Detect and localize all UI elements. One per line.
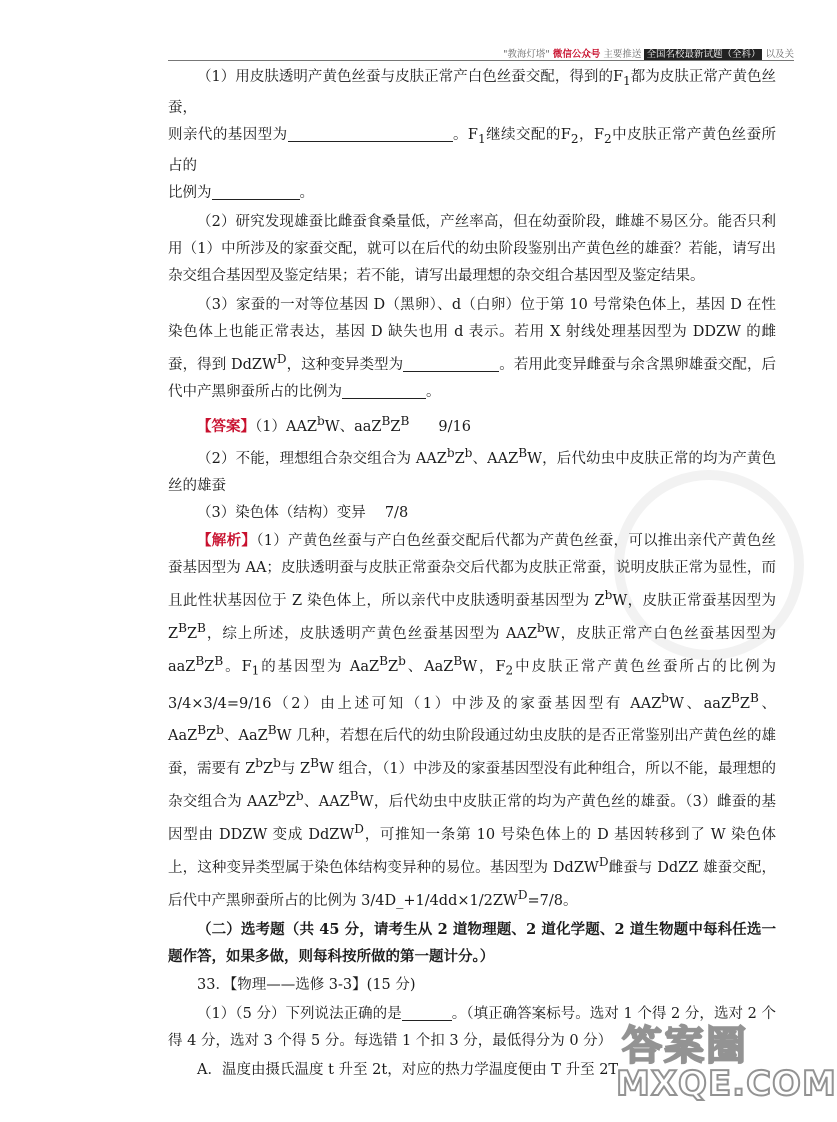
q3-paragraph: （3）家蚕的一对等位基因 D（黑卵）、d（白卵）位于第 10 号常染色体上，基因 D 在性染色体上也能正常表达，基因 D 缺失也用 d 表示。若用 X 射线处理基因型为 DDZW 的雌蚕，得到 DdZW$^D$，这种变异类型为 。若用此变异雌蚕与余含黑卵雄蚕交配，后代中产黑卵蚕所占的比例为 。 (168, 296, 777, 400)
explanation-tag: 【解析】 (197, 532, 257, 550)
question-33-heading: 33．【物理——选修 3-3】(15 分) (197, 977, 416, 994)
answer-blank (402, 1004, 452, 1021)
header-boxed: 全国名校最新试题（全科） (646, 49, 761, 60)
answer-blank (288, 125, 453, 142)
watermark-logo (610, 1008, 837, 1116)
q1-line-c: 比例为 。 (168, 184, 314, 201)
answer-line-2: （2）不能，理想组合杂交组合为 $AAZ^bZ^b$、$AAZ^BW$，后代幼虫中皮肤正常的均为产黄色丝的雄蚕 (168, 446, 776, 495)
header-part1: "教海灯塔" (503, 49, 550, 60)
answer-line-3: （3）染色体（结构）变异 7/8 (197, 505, 409, 522)
option-a: A．温度由摄氏温度 t 升至 2t，对应的热力学温度便由 T 升至 2T (197, 1062, 619, 1079)
section-heading: （二）选考题（共 45 分，请考生从 2 道物理题、2 道化学题、2 道生物题中每科任选一题作答，如果多做，则每科按所做的第一题计分。） (168, 921, 776, 966)
header-rule (168, 60, 794, 61)
answer-blank (212, 183, 300, 200)
answer-blank (342, 382, 426, 399)
header-part3: 主要推送 (603, 49, 642, 60)
q1-line-a: （1）用皮肤透明产黄色丝蚕与皮肤正常产白色丝蚕交配，得到的$F_1$都为皮肤正常产黄色丝蚕， (168, 69, 776, 116)
explanation-paragraph: 【解析】（1）产黄色丝蚕与产白色丝蚕交配后代都为产黄色丝蚕，可以推出亲代产黄色丝蚕基因型为 AA；皮肤透明蚕与皮肤正常蚕杂交后代都为皮肤正常蚕，说明皮肤正常为显性，而且此性状基因位于 Z 染色体上，所以亲代中皮肤透明蚕基因型为 $Z^bW$，皮肤正常蚕基因型为 $Z^BZ^B$，综上所述，皮肤透明产黄色丝蚕基因型为 AAZ$^b$W，皮肤正常产白色丝蚕基因型为 $aaZ^BZ^B$。$F_1$的基因型为 $AaZ^BZ^b$、AaZ$^B$W，$F_2$中皮肤正常产黄色丝蚕所占的比例为 3/4×3/4=9/16（2）由上述可知（1）中涉及的家蚕基因型有 AAZ$^b$W、$aaZ^BZ^B$、$AaZ^BZ^b$、AaZ$^B$W 几种，若想在后代的幼虫阶段通过幼虫皮肤的是否正常鉴别出产黄色丝的雄蚕，需要有 $Z^bZ^b$与 $Z^BW$ 组合，（1）中涉及的家蚕基因型没有此种组合，所以不能，最理想的杂交组合为 $AAZ^bZ^b$、$AAZ^BW$，后代幼虫中皮肤正常的均为产黄色丝的雄蚕。（3）雌蚕的基因型由 DDZW 变成 DdZW$^D$，可推知一条第 10 号染色体上的 D 基因转移到了 W 染色体上，这种变异类型属于染色体结构变异种的易位。基因型为 DdZW$^D$雌蚕与 DdZZ 雄蚕交配，后代中产黑卵蚕所占的比例为 $3/4D\_+1/4dd\times 1/2ZW^D=7/8$。 (168, 532, 777, 909)
header-part5: 以及关 (765, 49, 794, 60)
watermark-site-text: MXQE.COM (616, 1064, 837, 1104)
header-wechat: 微信公众号 (552, 49, 601, 60)
answer-blank (403, 355, 499, 372)
question-33-part1: （1）（5 分）下列说法正确的是 。（填正确答案标号。选对 1 个得 2 分，选对 2 个得 4 分，选对 3 个得 5 分。每选错 1 个扣 3 分，最低得分为 0 分） (168, 1006, 776, 1050)
page-header (503, 46, 794, 60)
q1-line-b: 则亲代的基因型为 。$F_1$继续交配的$F_2$，$F_2$中皮肤正常产黄色丝蚕所占的 (168, 126, 777, 174)
answer-line-1: 【答案】（1）AAZ$^b$W、$aaZ^BZ^B$ 9/16 (197, 413, 471, 435)
q2-paragraph: （2）研究发现雄蚕比雌蚕食桑量低，产丝率高，但在幼蚕阶段，雌雄不易区分。能否只利用（1）中所涉及的家蚕交配，就可以在后代的幼虫阶段鉴别出产黄色丝的雄蚕？若能，请写出杂交组合基因型及鉴定结果；若不能，请写出最理想的杂交组合基因型及鉴定结果。 (168, 213, 776, 284)
answer-tag: 【答案】 (197, 417, 255, 435)
watermark-logo-text: 答案圈 (622, 1023, 748, 1069)
document-body (168, 64, 776, 1084)
